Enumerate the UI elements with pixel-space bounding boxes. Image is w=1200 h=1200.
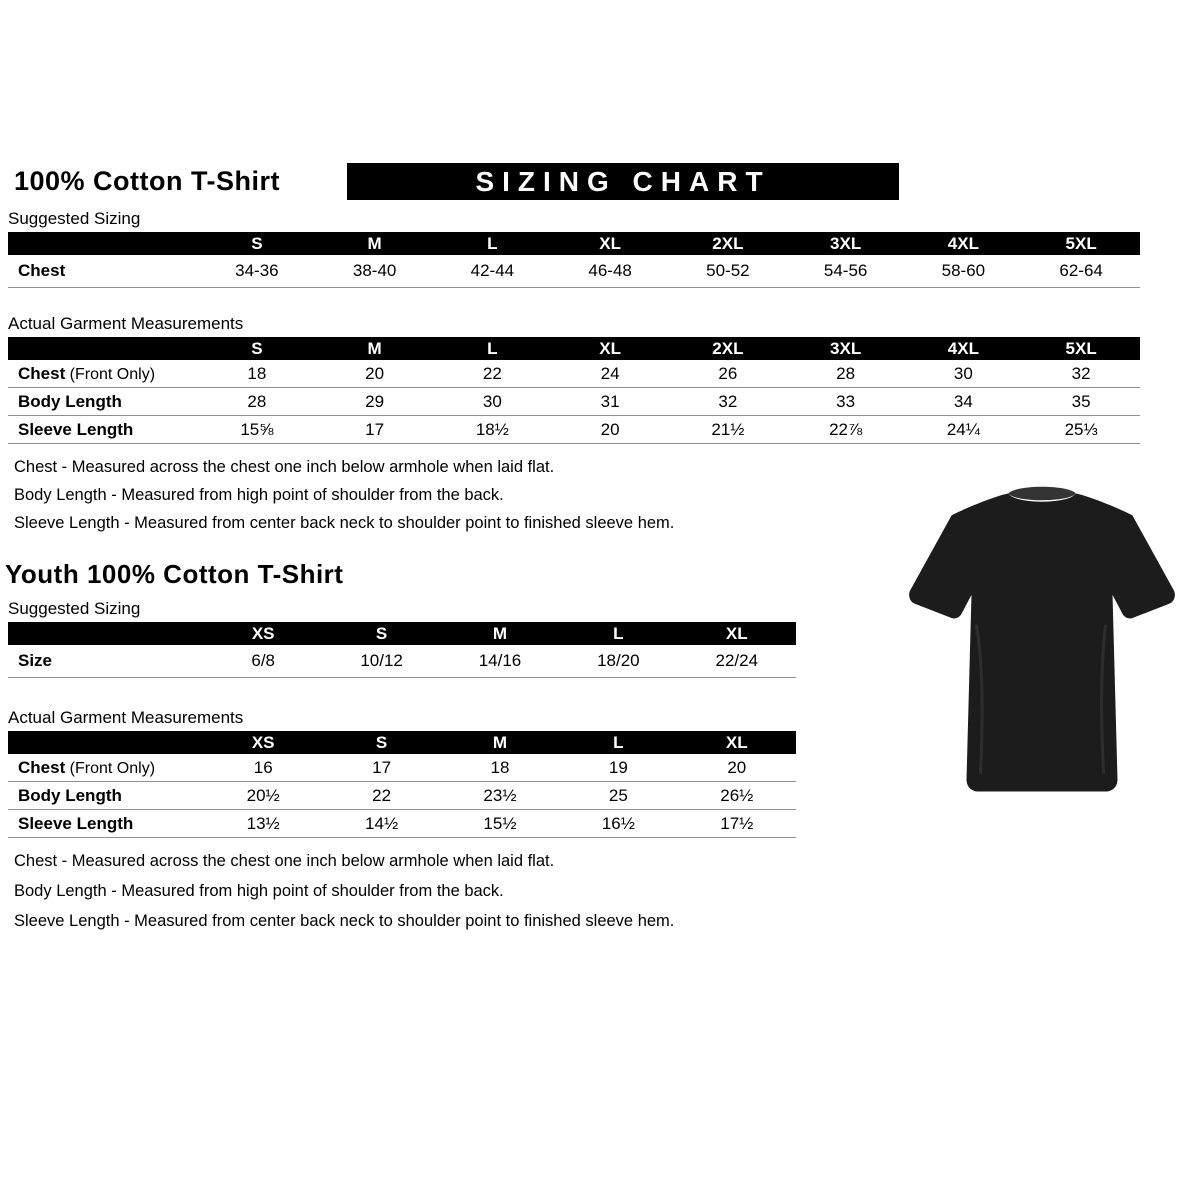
- table-cell: 34-36: [235, 261, 279, 280]
- table-cell: 26½: [720, 785, 754, 805]
- table-cell: 28: [247, 391, 267, 411]
- youth-notes: [14, 852, 1200, 931]
- table-cell: 18/20: [597, 651, 640, 670]
- note-body-length: Body Length - Measured from high point of shoulder from the back.: [14, 486, 504, 504]
- table-row: [8, 645, 796, 678]
- table-cell: 26: [718, 363, 738, 383]
- table-cell: 22: [372, 785, 392, 805]
- column-header: M: [367, 233, 382, 253]
- table-cell: 18: [247, 363, 267, 383]
- column-header: M: [367, 338, 382, 358]
- table-header-row: [8, 731, 796, 754]
- table-row: [8, 255, 1140, 288]
- column-header: S: [251, 338, 263, 358]
- youth-title: Youth 100% Cotton T-Shirt: [5, 559, 344, 589]
- column-header: XL: [599, 338, 621, 358]
- column-header: XS: [251, 623, 275, 643]
- table-cell: 23½: [483, 785, 517, 805]
- table-cell: 30: [482, 391, 502, 411]
- column-header: [8, 622, 204, 645]
- youth-actual-table: [8, 731, 796, 838]
- note-sleeve-length: Sleeve Length - Measured from center back neck to shoulder point to finished sleeve hem.: [14, 514, 675, 532]
- column-header: 3XL: [830, 233, 862, 253]
- table-cell: 14½: [365, 813, 399, 833]
- row-label: Size: [18, 651, 53, 670]
- note-chest: Chest - Measured across the chest one inch below armhole when laid flat.: [14, 458, 555, 476]
- column-header: 4XL: [947, 338, 979, 358]
- column-header: 3XL: [830, 338, 862, 358]
- table-cell: 13½: [246, 813, 280, 833]
- table-cell: 14/16: [478, 651, 522, 670]
- table-row: [8, 388, 1140, 416]
- tshirt-icon: [893, 472, 1191, 817]
- column-header: XL: [725, 623, 748, 643]
- column-header: M: [492, 623, 508, 643]
- table-cell: 24¼: [946, 419, 980, 439]
- table-cell: 42-44: [470, 261, 515, 280]
- column-header: L: [487, 338, 498, 358]
- header-row: [0, 0, 1200, 200]
- column-header: [8, 731, 204, 754]
- table-cell: 20: [600, 419, 620, 439]
- table-cell: 16: [253, 757, 273, 777]
- table-cell: 35: [1071, 391, 1091, 411]
- table-cell: 54-56: [823, 261, 868, 280]
- table-cell: 62-64: [1059, 261, 1103, 280]
- table-cell: 50-52: [706, 261, 750, 280]
- table-cell: 15½: [483, 813, 517, 833]
- adult-actual-table: [8, 337, 1140, 444]
- column-header: S: [375, 623, 388, 643]
- youth-actual-label: Actual Garment Measurements: [8, 708, 244, 727]
- row-label: Chest (Front Only): [18, 757, 156, 777]
- column-header: L: [487, 233, 498, 253]
- table-row: [8, 360, 1140, 388]
- table-row: [8, 416, 1140, 444]
- table-cell: 6/8: [251, 651, 276, 670]
- adult-suggested-table: [8, 232, 1140, 288]
- column-header: XL: [599, 233, 621, 253]
- table-cell: 17½: [720, 813, 754, 833]
- table-cell: 32: [718, 391, 738, 411]
- column-header: [8, 337, 198, 360]
- table-header-row: [8, 337, 1140, 360]
- table-cell: 25: [608, 785, 628, 805]
- table-cell: 33: [836, 391, 856, 411]
- table-header-row: [8, 622, 796, 645]
- table-cell: 46-48: [588, 261, 632, 280]
- table-cell: 15⅝: [240, 419, 274, 439]
- column-header: XL: [725, 732, 748, 752]
- table-cell: 21½: [711, 419, 745, 439]
- table-cell: 22/24: [715, 651, 759, 670]
- adult-actual-label: Actual Garment Measurements: [8, 314, 244, 333]
- column-header: XS: [251, 732, 275, 752]
- row-label: Body Length: [18, 391, 122, 411]
- table-cell: 20½: [246, 785, 280, 805]
- column-header: 5XL: [1065, 233, 1097, 253]
- column-header: L: [613, 732, 624, 752]
- sizing-chart-banner: SIZING CHART: [347, 163, 899, 200]
- row-label: Chest: [18, 261, 66, 280]
- tshirt-graphic: [893, 472, 1191, 817]
- adult-title: 100% Cotton T-Shirt: [14, 166, 281, 196]
- adult-suggested-label: Suggested Sizing: [8, 209, 141, 228]
- row-label: Sleeve Length: [18, 419, 134, 439]
- table-cell: 10/12: [360, 651, 403, 670]
- table-cell: 18: [490, 757, 510, 777]
- table-cell: 34: [953, 391, 973, 411]
- table-cell: 28: [836, 363, 856, 383]
- table-cell: 32: [1071, 363, 1091, 383]
- column-header: 2XL: [712, 233, 744, 253]
- column-header: 5XL: [1065, 338, 1097, 358]
- table-row: [8, 810, 796, 838]
- note-sleeve-length: Sleeve Length - Measured from center back neck to shoulder point to finished sleeve hem.: [14, 912, 675, 930]
- column-header: S: [375, 732, 388, 752]
- column-header: 4XL: [947, 233, 979, 253]
- table-cell: 29: [365, 391, 385, 411]
- youth-suggested-label: Suggested Sizing: [8, 599, 141, 618]
- table-cell: 18½: [475, 419, 509, 439]
- row-label: Sleeve Length: [18, 813, 134, 833]
- note-chest: Chest - Measured across the chest one inch below armhole when laid flat.: [14, 852, 555, 870]
- table-cell: 16½: [601, 813, 635, 833]
- table-cell: 17: [365, 419, 385, 439]
- table-cell: 20: [365, 363, 385, 383]
- column-header: [8, 232, 198, 255]
- table-cell: 25⅓: [1064, 419, 1098, 439]
- table-cell: 20: [727, 757, 747, 777]
- table-cell: 58-60: [941, 261, 986, 280]
- table-row: [8, 754, 796, 782]
- table-cell: 38-40: [352, 261, 397, 280]
- table-cell: 30: [953, 363, 973, 383]
- table-cell: 24: [600, 363, 620, 383]
- row-label: Chest (Front Only): [18, 363, 156, 383]
- note-body-length: Body Length - Measured from high point of shoulder from the back.: [14, 882, 504, 900]
- table-cell: 22: [482, 363, 502, 383]
- column-header: L: [613, 623, 624, 643]
- column-header: S: [251, 233, 263, 253]
- column-header: M: [492, 732, 508, 752]
- table-header-row: [8, 232, 1140, 255]
- row-label: Body Length: [18, 785, 122, 805]
- youth-suggested-table: [8, 622, 796, 678]
- table-cell: 19: [608, 757, 628, 777]
- column-header: 2XL: [712, 338, 744, 358]
- table-cell: 22⅞: [829, 419, 863, 439]
- table-cell: 31: [600, 391, 620, 411]
- table-row: [8, 782, 796, 810]
- table-cell: 17: [372, 757, 392, 777]
